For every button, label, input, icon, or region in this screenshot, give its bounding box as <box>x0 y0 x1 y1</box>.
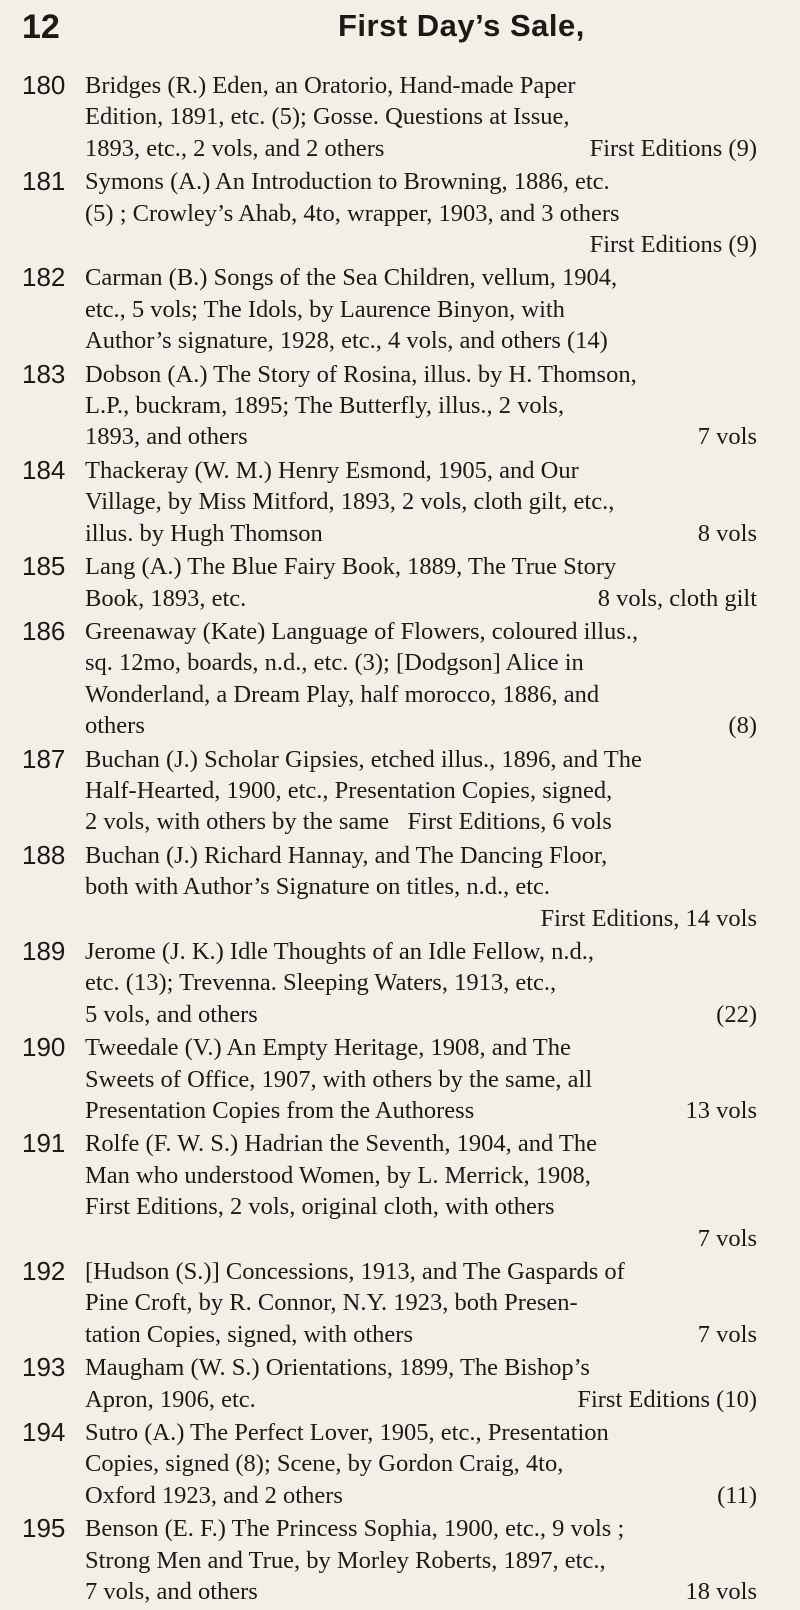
lot-description <box>85 1417 757 1511</box>
lot-number: 191 <box>22 1128 66 1159</box>
lot-description <box>85 166 757 260</box>
lot-line <box>85 1223 757 1254</box>
lot-entry <box>0 616 800 742</box>
lot-line-text: Tweedale (V.) An Empty Heritage, 1908, and The <box>85 1034 571 1062</box>
lot-line <box>85 1417 757 1448</box>
lot-number: 183 <box>22 358 66 389</box>
lot-line-text: 1893, etc., 2 vols, and 2 others <box>85 134 385 162</box>
running-title: First Day’s Sale, <box>338 8 585 43</box>
lot-line-text: Book, 1893, etc. <box>85 584 247 612</box>
lot-description <box>85 616 757 742</box>
lot-line-quantity: 18 vols <box>685 1578 757 1606</box>
lot-line-quantity: First Editions, 14 vols <box>540 904 757 932</box>
lot-line <box>85 1513 757 1544</box>
lot-description <box>85 1256 757 1350</box>
lot-line <box>85 679 757 710</box>
lot-description <box>85 744 757 838</box>
lot-line-text: First Editions, 2 vols, original cloth, with others <box>85 1193 555 1221</box>
lot-line-quantity: 8 vols, cloth gilt <box>597 584 757 612</box>
lot-description <box>85 936 757 1030</box>
lot-line <box>85 1352 757 1383</box>
lot-line-text: Rolfe (F. W. S.) Hadrian the Seventh, 1904, and The <box>85 1130 598 1158</box>
lot-line <box>85 551 757 582</box>
lot-line-text: etc., 5 vols; The Idols, by Laurence Binyon, with <box>85 295 565 323</box>
lot-entry <box>0 1352 800 1415</box>
lot-line <box>85 133 757 164</box>
lot-line <box>85 1480 757 1511</box>
lot-line-text: Apron, 1906, etc. <box>85 1385 256 1413</box>
lot-entry <box>0 1032 800 1126</box>
lot-line-text: Pine Croft, by R. Connor, N.Y. 1923, both Presen- <box>85 1289 578 1317</box>
lot-number: 182 <box>22 262 66 293</box>
lot-line <box>85 1545 757 1576</box>
lot-line-text: Oxford 1923, and 2 others <box>85 1481 343 1509</box>
lot-line-quantity: First Editions (9) <box>589 134 757 162</box>
lot-line-text: tation Copies, signed, with others <box>85 1320 413 1348</box>
lot-line <box>85 229 757 260</box>
lot-line-text: Strong Men and True, by Morley Roberts, 1897, etc., <box>85 1546 606 1574</box>
lot-line <box>85 294 757 325</box>
lot-line <box>85 325 757 356</box>
lot-line-text: others <box>85 712 145 740</box>
lot-line <box>85 936 757 967</box>
lot-number: 185 <box>22 551 66 582</box>
lot-entry <box>0 1128 800 1254</box>
lot-entry <box>0 1256 800 1350</box>
lot-line <box>85 775 757 806</box>
lot-line-text: Benson (E. F.) The Princess Sophia, 1900, etc., 9 vols ; <box>85 1515 625 1543</box>
lot-list <box>0 70 800 1610</box>
lot-line <box>85 710 757 741</box>
lot-line <box>85 1160 757 1191</box>
lot-line-quantity: (22) <box>716 1000 757 1028</box>
lot-line-quantity: 7 vols <box>697 1320 757 1348</box>
lot-line-text: etc. (13); Trevenna. Sleeping Waters, 1913, etc., <box>85 969 557 997</box>
lot-line <box>85 1191 757 1222</box>
page-number: 12 <box>22 8 60 46</box>
lot-number: 195 <box>22 1513 66 1544</box>
lot-line-quantity: 13 vols <box>685 1097 757 1124</box>
lot-line <box>85 647 757 678</box>
lot-line-text: Edition, 1891, etc. (5); Gosse. Questions at Issue, <box>85 103 570 131</box>
lot-line-text: [Hudson (S.)] Concessions, 1913, and The Gaspards of <box>85 1258 625 1286</box>
lot-line-text: sq. 12mo, boards, n.d., etc. (3); [Dodgson] Alice in <box>85 649 584 677</box>
lot-line <box>85 744 757 775</box>
lot-entry <box>0 840 800 934</box>
lot-description <box>85 262 757 356</box>
lot-line-text: Symons (A.) An Introduction to Browning, 1886, etc. <box>85 168 610 196</box>
lot-line <box>85 1256 757 1287</box>
lot-line-text: Thackeray (W. M.) Henry Esmond, 1905, and Our <box>85 456 579 484</box>
lot-line-text: Dobson (A.) The Story of Rosina, illus. by H. Thomson, <box>85 360 637 388</box>
lot-line-text: 7 vols, and others <box>85 1578 258 1606</box>
lot-line-text: Author’s signature, 1928, etc., 4 vols, and others (14) <box>85 327 608 355</box>
lot-line-text: Lang (A.) The Blue Fairy Book, 1889, The True Story <box>85 553 617 581</box>
lot-description <box>85 70 757 164</box>
lot-number: 188 <box>22 839 66 870</box>
lot-line-text: Village, by Miss Mitford, 1893, 2 vols, cloth gilt, etc., <box>85 488 615 516</box>
lot-entry <box>0 551 800 614</box>
page-header <box>0 0 800 60</box>
lot-number: 190 <box>22 1032 66 1063</box>
lot-line <box>85 455 757 486</box>
lot-line <box>85 1384 757 1415</box>
lot-line-quantity: 7 vols <box>697 1224 757 1252</box>
lot-number: 180 <box>22 70 66 100</box>
lot-line <box>85 262 757 293</box>
lot-line <box>85 903 757 934</box>
lot-entry <box>0 744 800 838</box>
lot-line-text: Greenaway (Kate) Language of Flowers, coloured illus., <box>85 617 639 645</box>
lot-entry <box>0 1513 800 1607</box>
lot-line <box>85 806 757 837</box>
lot-line <box>85 1032 757 1063</box>
lot-line-text: Carman (B.) Songs of the Sea Children, vellum, 1904, <box>85 264 618 292</box>
lot-line <box>85 1287 757 1318</box>
lot-line-text: Presentation Copies from the Authoress <box>85 1097 475 1124</box>
lot-line <box>85 518 757 549</box>
lot-line <box>85 486 757 517</box>
lot-number: 194 <box>22 1417 66 1448</box>
lot-line-text: (5) ; Crowley’s Ahab, 4to, wrapper, 1903, and 3 others <box>85 199 620 227</box>
lot-line-text: 1893, and others <box>85 423 248 451</box>
lot-number: 193 <box>22 1352 66 1383</box>
lot-line-text: L.P., buckram, 1895; The Butterfly, illus., 2 vols, <box>85 392 565 420</box>
lot-description <box>85 1352 757 1415</box>
lot-line-quantity: First Editions (9) <box>589 231 757 259</box>
lot-line-text: Buchan (J.) Scholar Gipsies, etched illus., 1896, and The <box>85 745 642 773</box>
lot-line-text: Sutro (A.) The Perfect Lover, 1905, etc., Presentation <box>85 1419 609 1447</box>
lot-entry <box>0 1417 800 1511</box>
lot-number: 184 <box>22 454 66 485</box>
lot-line <box>85 999 757 1030</box>
lot-line-text: Jerome (J. K.) Idle Thoughts of an Idle Fellow, n.d., <box>85 937 594 965</box>
lot-line-quantity: 8 vols <box>697 519 757 547</box>
lot-line <box>85 1448 757 1479</box>
lot-line <box>85 840 757 871</box>
lot-line <box>85 616 757 647</box>
lot-line <box>85 1128 757 1159</box>
lot-line <box>85 421 757 452</box>
lot-line <box>85 390 757 421</box>
lot-line-text: Bridges (R.) Eden, an Oratorio, Hand-made Paper <box>85 72 576 99</box>
lot-line-quantity: First Editions (10) <box>577 1385 757 1413</box>
lot-line-text: Man who understood Women, by L. Merrick, 1908, <box>85 1161 591 1189</box>
lot-line-text: Half-Hearted, 1900, etc., Presentation Copies, signed, <box>85 776 613 804</box>
lot-description <box>85 840 757 934</box>
lot-line <box>85 101 757 132</box>
lot-line-text: both with Author’s Signature on titles, n.d., etc. <box>85 873 551 901</box>
lot-line-quantity: (8) <box>728 712 757 740</box>
lot-line-text: Maugham (W. S.) Orientations, 1899, The Bishop’s <box>85 1354 590 1382</box>
lot-line-text: 5 vols, and others <box>85 1000 258 1028</box>
lot-line <box>85 1319 757 1350</box>
lot-line <box>85 1576 757 1607</box>
lot-entry <box>0 70 800 164</box>
lot-description <box>85 455 757 549</box>
lot-number: 192 <box>22 1256 66 1287</box>
lot-line-text: Wonderland, a Dream Play, half morocco, 1886, and <box>85 680 600 708</box>
lot-description <box>85 359 757 453</box>
lot-line <box>85 583 757 614</box>
lot-line-text: 2 vols, with others by the same First Editions, 6 vols <box>85 808 612 836</box>
lot-description <box>85 1128 757 1254</box>
lot-line <box>85 871 757 902</box>
lot-number: 186 <box>22 615 66 646</box>
lot-entry <box>0 262 800 356</box>
lot-line <box>85 967 757 998</box>
lot-line-text: Sweets of Office, 1907, with others by the same, all <box>85 1065 593 1093</box>
lot-line <box>85 166 757 197</box>
lot-number: 187 <box>22 743 66 774</box>
lot-line-text: Copies, signed (8); Scene, by Gordon Craig, 4to, <box>85 1450 564 1478</box>
lot-line <box>85 1064 757 1095</box>
lot-line-quantity: (11) <box>717 1481 757 1509</box>
lot-description <box>85 1513 757 1607</box>
lot-number: 181 <box>22 166 66 197</box>
lot-line <box>85 70 757 101</box>
lot-line <box>85 359 757 390</box>
lot-number: 189 <box>22 935 66 966</box>
lot-line-text: illus. by Hugh Thomson <box>85 519 323 547</box>
lot-entry <box>0 166 800 260</box>
lot-line <box>85 1095 757 1126</box>
lot-entry <box>0 455 800 549</box>
lot-description <box>85 1032 757 1126</box>
lot-entry <box>0 359 800 453</box>
lot-line-quantity: 7 vols <box>697 423 757 451</box>
lot-entry <box>0 936 800 1030</box>
lot-line <box>85 198 757 229</box>
lot-description <box>85 551 757 614</box>
lot-line-text: Buchan (J.) Richard Hannay, and The Dancing Floor, <box>85 841 608 869</box>
